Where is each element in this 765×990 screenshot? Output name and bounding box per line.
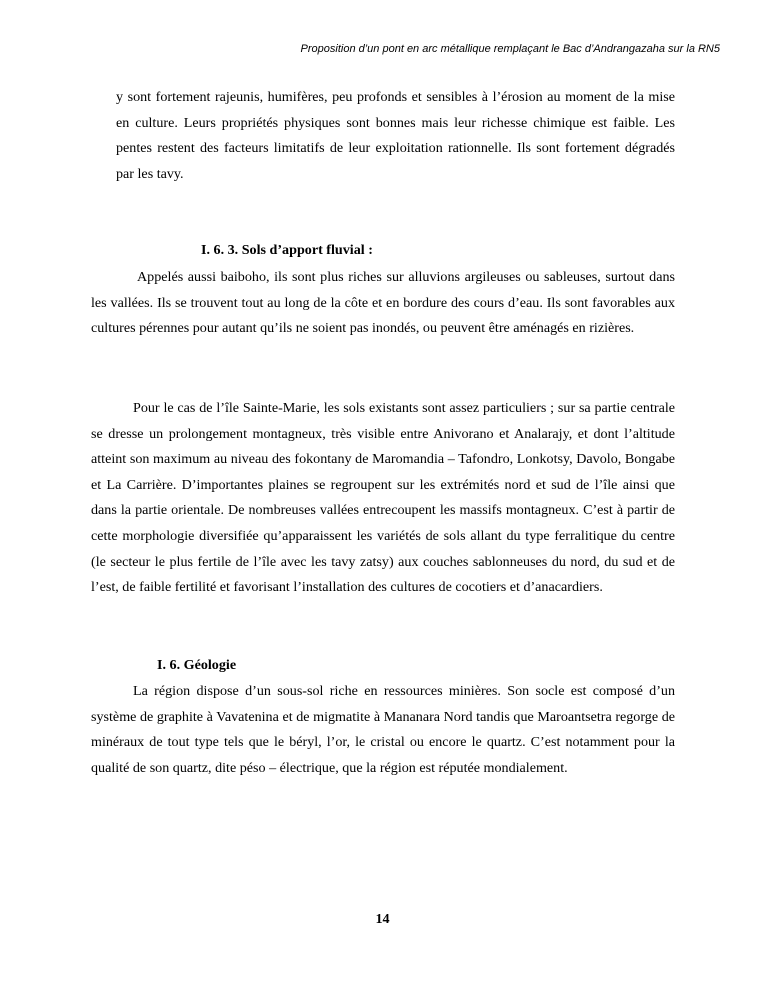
section-heading-geologie: I. 6. Géologie bbox=[157, 657, 237, 673]
sols-apport-fluvial-paragraph: Appelés aussi baiboho, ils sont plus riches sur alluvions argileuses ou sableuses, surtout dans les vallées. Ils se trouvent tout au long de la côte et en bordure des cours d’eau. Ils sont favorables aux cultures pérennes pour autant qu’ils ne soient pas inondés, ou peuvent être aménagés en rizières. bbox=[91, 269, 675, 337]
geologie-paragraph: La région dispose d’un sous-sol riche en ressources minières. Son socle est composé d’un système de graphite à Vavatenina et de migmatite à Mananara Nord tandis que Maroantsetra regorge de minéraux de tout type tels que le béryl, l’or, le cristal ou encore le quartz. C’est notamment pour la qualité de son quartz, dite péso – électrique, que la région est réputée mondialement. bbox=[91, 683, 675, 776]
page-number: 14 bbox=[375, 911, 390, 927]
section-heading-sols-apport-fluvial: I. 6. 3. Sols d’apport fluvial : bbox=[201, 242, 373, 258]
running-header: Proposition d’un pont en arc métallique remplaçant le Bac d’Andrangazaha sur la RN5 bbox=[300, 43, 720, 55]
continuation-paragraph: y sont fortement rajeunis, humifères, peu profonds et sensibles à l’érosion au moment de la mise en culture. Leurs propriétés physiques sont bonnes mais leur richesse chimique est faible. Les pentes restent des facteurs limitatifs de leur exploitation rationnelle. Ils sont fortement dégradés par les tavy. bbox=[116, 89, 675, 182]
sainte-marie-paragraph: Pour le cas de l’île Sainte-Marie, les sols existants sont assez particuliers ; sur sa partie centrale se dresse un prolongement montagneux, très visible entre Anivorano et Analarajy, et dont l’altitude atteint son maximum au niveau des fokontany de Maromandia – Tafondro, Lonkotsy, Davolo, Bongabe et La Carrière. D’importantes plaines se regroupent sur les extrémités nord et sud de l’île ainsi que dans la partie orientale. De nombreuses vallées entrecoupent les massifs montagneux. C’est à partir de cette morphologie diversifiée qu’apparaissent les variétés de sols allant du type ferralitique du centre (le secteur le plus fertile de l’île avec les tavy zatsy) aux couches sablonneuses du nord, du sud et de l’est, de faible fertilité et favorisant l’installation des cultures de cocotiers et d’anacardiers. bbox=[91, 400, 675, 596]
